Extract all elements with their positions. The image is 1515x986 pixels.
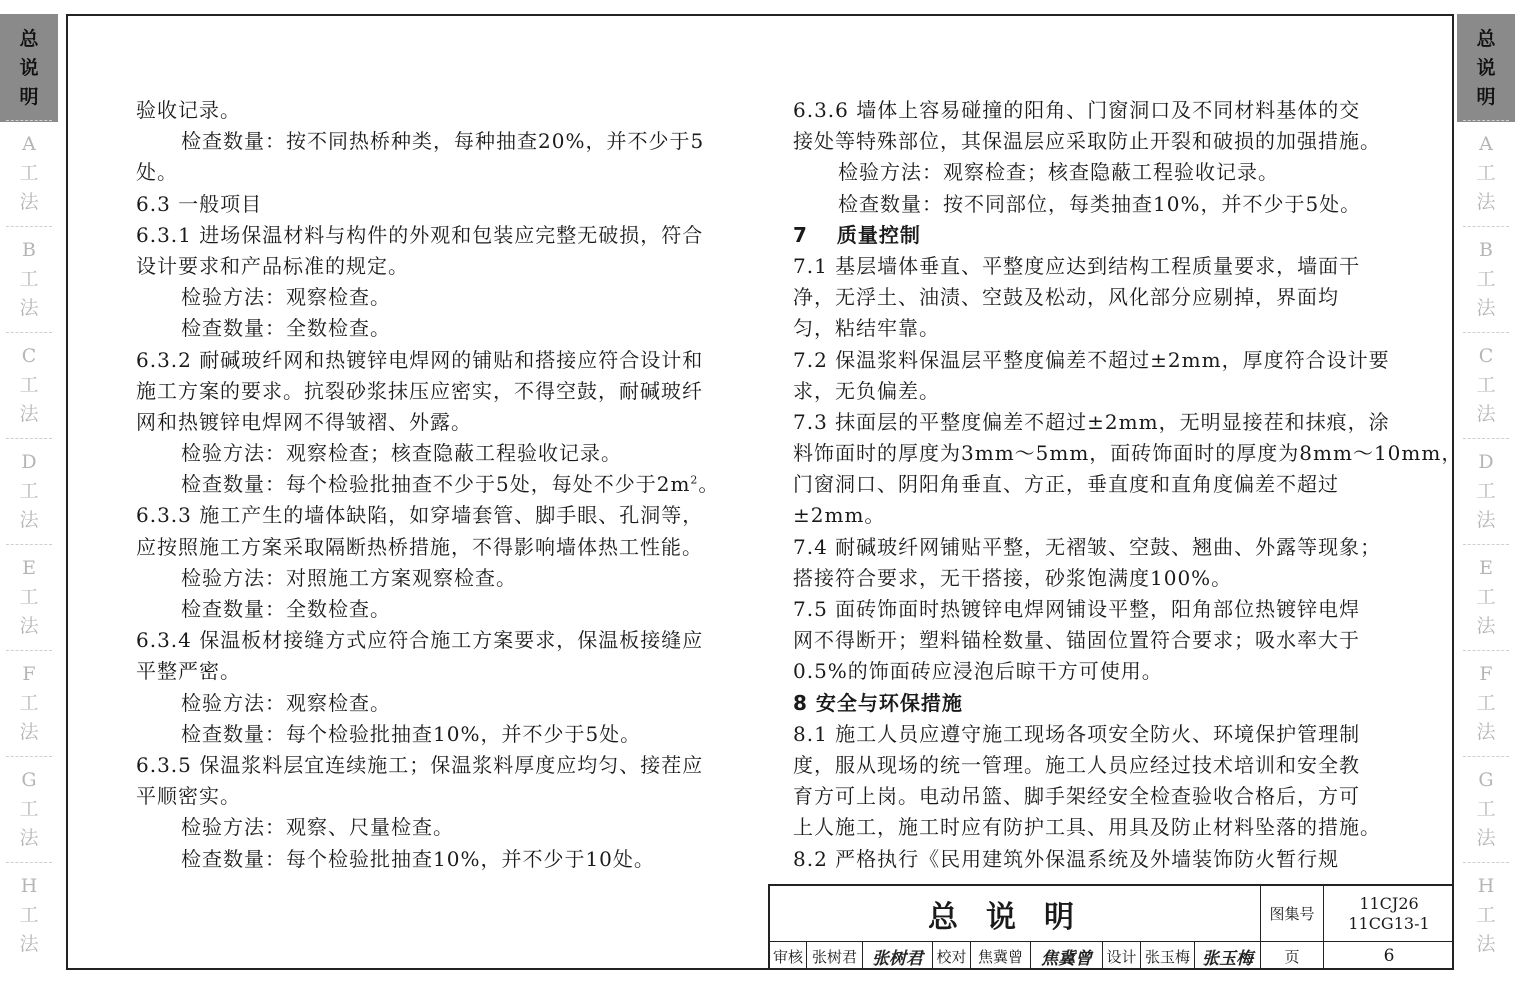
- text-line-content: 求，无负偏差。: [793, 378, 940, 403]
- superscript: 2: [690, 473, 699, 487]
- tab-char: 工: [1476, 903, 1496, 926]
- tab-char: 法: [19, 296, 39, 319]
- reviewer-signature: 张树君: [862, 941, 932, 970]
- tab-char: B: [1479, 238, 1493, 261]
- tab-divider: [6, 756, 52, 757]
- text-line-content: 8.2 严格执行《民用建筑外保温系统及外墙装饰防火暂行规: [793, 846, 1340, 871]
- tab-char: 法: [19, 932, 39, 955]
- tab-char: E: [1479, 556, 1493, 579]
- tab-char: 工: [19, 691, 39, 714]
- tab-char: 法: [19, 508, 39, 531]
- tab-divider: [1463, 544, 1509, 545]
- tab-char: F: [1479, 662, 1493, 685]
- check-label: 校对: [932, 941, 970, 970]
- tab-char: 工: [1476, 585, 1496, 608]
- text-line: [136, 376, 736, 407]
- text-line: [136, 625, 736, 656]
- atlas-number: [1323, 886, 1454, 941]
- tab-char: 说: [19, 56, 39, 79]
- right-tab-zong[interactable]: [1457, 14, 1515, 122]
- text-line-content: 应按照施工方案采取隔断热桥措施，不得影响墙体热工性能。: [136, 534, 703, 559]
- tab-divider: [1463, 650, 1509, 651]
- tab-char: 总: [19, 27, 39, 50]
- text-line: [136, 345, 736, 376]
- left-text-column: [136, 95, 736, 875]
- atlas-number-label: 图集号: [1260, 886, 1323, 941]
- text-line: [793, 469, 1393, 500]
- text-line-content: 检查数量：每个检验批抽查不少于5处，每处不少于2m: [181, 472, 691, 497]
- text-line-content: 育方可上岗。电动吊篮、脚手架经安全检查验收合格后，方可: [793, 784, 1360, 809]
- text-line: [136, 251, 736, 282]
- tab-char: E: [22, 556, 36, 579]
- review-label: 审核: [770, 941, 806, 970]
- tab-char: 法: [19, 614, 39, 637]
- tab-char: 工: [19, 373, 39, 396]
- text-line-content: 搭接符合要求，无干搭接，砂浆饱满度100%。: [793, 565, 1233, 590]
- left-tab-zong[interactable]: [0, 14, 58, 122]
- tab-char: 工: [1476, 373, 1496, 396]
- text-line: [136, 656, 736, 687]
- section-heading: [793, 688, 1393, 719]
- right-tab-b[interactable]: [1457, 226, 1515, 332]
- text-line: [793, 407, 1393, 438]
- text-line: [793, 157, 1393, 188]
- page-number: 6: [1323, 941, 1454, 970]
- text-line: [793, 95, 1393, 126]
- text-line-content: 处。: [136, 160, 178, 185]
- text-line: [793, 126, 1393, 157]
- tab-char: 工: [1476, 479, 1496, 502]
- atlas-number-2: 11CG13-1: [1348, 913, 1430, 933]
- section-heading: [793, 220, 1393, 251]
- tab-char: 法: [1476, 508, 1496, 531]
- tab-char: 工: [1476, 797, 1496, 820]
- right-tab-f[interactable]: [1457, 650, 1515, 756]
- tab-char: 工: [19, 267, 39, 290]
- text-line-content: 检查数量：全数检查。: [181, 316, 391, 341]
- right-text-column: [793, 95, 1463, 875]
- text-line: [136, 563, 736, 594]
- tab-char: G: [21, 768, 37, 791]
- tab-char: C: [21, 344, 37, 367]
- right-tab-a[interactable]: [1457, 120, 1515, 226]
- text-line-content: ±2mm。: [793, 503, 886, 528]
- text-line: [136, 126, 736, 157]
- text-line: [136, 407, 736, 438]
- text-line: [793, 844, 1393, 875]
- text-line: [793, 251, 1393, 282]
- text-line-content: 6.3.6 墙体上容易碰撞的阳角、门窗洞口及不同材料基体的交: [793, 98, 1361, 122]
- text-line-content: 6.3.4 保温板材接缝方式应符合施工方案要求，保温板接缝应: [136, 628, 704, 653]
- text-line: [793, 189, 1393, 220]
- text-line-content: 匀，粘结牢靠。: [793, 316, 940, 341]
- text-line: [136, 189, 736, 220]
- tab-char: 明: [1476, 85, 1496, 108]
- text-line: [793, 656, 1393, 687]
- text-line: [793, 313, 1393, 344]
- left-tab-d[interactable]: [0, 438, 58, 544]
- text-line: [136, 594, 736, 625]
- tab-char: G: [1478, 768, 1494, 791]
- left-tab-f[interactable]: [0, 650, 58, 756]
- tab-divider: [6, 332, 52, 333]
- tab-char: 工: [19, 161, 39, 184]
- text-line-content: 6.3 一般项目: [136, 191, 263, 216]
- text-line: [793, 625, 1393, 656]
- text-line-content: 7 质量控制: [793, 222, 921, 247]
- tab-divider: [1463, 120, 1509, 121]
- tab-divider: [1463, 862, 1509, 863]
- tab-char: F: [22, 662, 36, 685]
- left-tab-c[interactable]: [0, 332, 58, 438]
- text-line: [136, 750, 736, 781]
- left-side-tabs: [0, 14, 58, 968]
- text-line: [136, 95, 736, 126]
- text-line-content: 6.3.2 耐碱玻纤网和热镀锌电焊网的铺贴和搭接应符合设计和: [136, 347, 704, 372]
- text-line: [793, 282, 1393, 313]
- tab-char: 法: [1476, 614, 1496, 637]
- text-line-content: 门窗洞口、阴阳角垂直、方正，垂直度和直角度偏差不超过: [793, 472, 1339, 497]
- left-tab-e[interactable]: [0, 544, 58, 650]
- tab-divider: [6, 120, 52, 121]
- tab-divider: [1463, 756, 1509, 757]
- text-line-content: 料饰面时的厚度为3mm～5mm，面砖饰面时的厚度为8mm～10mm，: [793, 441, 1463, 466]
- text-line: [136, 438, 736, 469]
- tab-char: 工: [1476, 267, 1496, 290]
- text-line-content: 检查数量：全数检查。: [181, 597, 391, 621]
- text-line-content: 平顺密实。: [136, 784, 241, 809]
- reviewer-name: 张树君: [806, 941, 862, 970]
- tab-char: 法: [19, 190, 39, 213]
- tab-divider: [6, 650, 52, 651]
- text-line: [793, 532, 1393, 563]
- tab-char: 法: [1476, 720, 1496, 743]
- text-line: [136, 844, 736, 875]
- left-tab-g[interactable]: [0, 756, 58, 862]
- tab-divider: [1463, 226, 1509, 227]
- text-line-content: 检查数量：每个检验批抽查10%，并不少于10处。: [181, 846, 655, 871]
- text-line-content: 平整严密。: [136, 659, 241, 684]
- left-tab-a[interactable]: [0, 120, 58, 226]
- tab-char: 法: [19, 402, 39, 425]
- tab-char: A: [1479, 132, 1493, 155]
- text-line-content: 7.3 抹面层的平整度偏差不超过±2mm，无明显接茬和抹痕，涂: [793, 409, 1390, 434]
- tab-divider: [6, 438, 52, 439]
- tab-divider: [6, 544, 52, 545]
- tab-char: B: [22, 238, 36, 261]
- tab-char: D: [1478, 450, 1494, 473]
- tab-char: 法: [19, 826, 39, 849]
- text-line: [136, 781, 736, 812]
- tab-char: 工: [19, 903, 39, 926]
- tab-char: H: [1477, 874, 1495, 897]
- tab-char: 工: [19, 479, 39, 502]
- text-line: [793, 500, 1393, 531]
- design-label: 设计: [1102, 941, 1140, 970]
- text-line: [793, 563, 1393, 594]
- text-line-content: 检查数量：每个检验批抽查10%，并不少于5处。: [181, 721, 642, 746]
- text-line: [136, 500, 736, 531]
- title-block: [768, 884, 1454, 970]
- text-line: [793, 345, 1393, 376]
- text-line-content: 上人施工，施工时应有防护工具、用具及防止材料坠落的措施。: [793, 815, 1381, 840]
- left-tab-h[interactable]: [0, 862, 58, 968]
- text-line-content: 设计要求和产品标准的规定。: [136, 253, 409, 278]
- tab-char: 法: [1476, 190, 1496, 213]
- text-line-content: 6.3.1 进场保温材料与构件的外观和包装应完整无破损，符合: [136, 222, 704, 247]
- text-line-content: 净，无浮土、油渍、空鼓及松动，风化部分应剔掉，界面均: [793, 285, 1339, 310]
- text-line: [793, 594, 1393, 625]
- text-line: [136, 469, 736, 500]
- text-line-content: 检查数量：按不同热桥种类，每种抽查20%，并不少于5: [181, 129, 705, 154]
- right-tab-c[interactable]: [1457, 332, 1515, 438]
- text-line-content: 8.1 施工人员应遵守施工现场各项安全防火、环境保护管理制: [793, 721, 1361, 746]
- text-line-content: 施工方案的要求。抗裂砂浆抹压应密实，不得空鼓，耐碱玻纤: [136, 378, 703, 403]
- text-line: [136, 313, 736, 344]
- tab-divider: [6, 226, 52, 227]
- text-line-content: 6.3.5 保温浆料层宜连续施工；保温浆料厚度应均匀、接茬应: [136, 752, 704, 777]
- text-line-content: 检查数量：按不同部位，每类抽查10%，并不少于5处。: [838, 191, 1362, 216]
- text-line-content: 检验方法：观察、尺量检查。: [181, 815, 454, 840]
- tab-char: 说: [1476, 56, 1496, 79]
- left-tab-b[interactable]: [0, 226, 58, 332]
- text-line-content: 网不得断开；塑料锚栓数量、锚固位置符合要求；吸水率大于: [793, 628, 1360, 653]
- right-tab-e[interactable]: [1457, 544, 1515, 650]
- checker-signature: 焦冀曾: [1030, 941, 1102, 970]
- right-tab-d[interactable]: [1457, 438, 1515, 544]
- page-label: 页: [1260, 941, 1323, 970]
- text-line-content: 检验方法：对照施工方案观察检查。: [181, 565, 517, 590]
- tab-char: 工: [19, 585, 39, 608]
- tab-char: D: [21, 450, 37, 473]
- text-line-content: 验收记录。: [136, 98, 241, 122]
- tab-char: 工: [1476, 691, 1496, 714]
- tab-char: C: [1478, 344, 1494, 367]
- text-line-content: 8 安全与环保措施: [793, 690, 963, 715]
- tab-char: 总: [1476, 27, 1496, 50]
- tab-char: 法: [1476, 826, 1496, 849]
- tab-char: 法: [19, 720, 39, 743]
- text-line: [793, 376, 1393, 407]
- text-line: [793, 750, 1393, 781]
- right-tab-h[interactable]: [1457, 862, 1515, 968]
- text-line-content: 检验方法：观察检查。: [181, 690, 391, 715]
- checker-name: 焦冀曾: [970, 941, 1030, 970]
- right-tab-g[interactable]: [1457, 756, 1515, 862]
- drawing-title: 总说明: [928, 899, 1102, 935]
- text-line-content: 接处等特殊部位，其保温层应采取防止开裂和破损的加强措施。: [793, 129, 1381, 154]
- text-line: [136, 220, 736, 251]
- tab-divider: [1463, 438, 1509, 439]
- tab-char: 工: [1476, 161, 1496, 184]
- text-line: [793, 812, 1393, 843]
- text-line: [136, 282, 736, 313]
- tab-char: 工: [19, 797, 39, 820]
- text-line-content: 网和热镀锌电焊网不得皱褶、外露。: [136, 409, 472, 434]
- atlas-number-1: 11CJ26: [1359, 893, 1419, 913]
- text-line: [793, 719, 1393, 750]
- right-side-tabs: [1457, 14, 1515, 968]
- text-line: [136, 719, 736, 750]
- text-line-content: 检验方法：观察检查；核查隐蔽工程验收记录。: [181, 441, 622, 466]
- text-line-content: 6.3.3 施工产生的墙体缺陷，如穿墙套管、脚手眼、孔洞等，: [136, 503, 704, 528]
- text-line-content: 7.1 基层墙体垂直、平整度应达到结构工程质量要求，墙面干: [793, 253, 1361, 278]
- designer-name: 张玉梅: [1140, 941, 1194, 970]
- text-line: [793, 781, 1393, 812]
- tab-char: 明: [19, 85, 39, 108]
- text-line-content: 检验方法：观察检查。: [181, 285, 391, 310]
- tab-char: A: [22, 132, 36, 155]
- text-line: [136, 812, 736, 843]
- tab-char: H: [20, 874, 38, 897]
- text-line-content: 7.5 面砖饰面时热镀锌电焊网铺设平整，阳角部位热镀锌电焊: [793, 597, 1361, 621]
- text-line: [793, 438, 1463, 469]
- text-line-content: 检验方法：观察检查；核查隐蔽工程验收记录。: [838, 160, 1279, 185]
- text-line: [136, 532, 736, 563]
- text-line: [136, 688, 736, 719]
- designer-signature: 张玉梅: [1194, 941, 1260, 970]
- text-line-suffix: 。: [698, 472, 720, 497]
- tab-char: 法: [1476, 296, 1496, 319]
- tab-char: 法: [1476, 932, 1496, 955]
- tab-divider: [1463, 332, 1509, 333]
- text-line-content: 度，服从现场的统一管理。施工人员应经过技术培训和安全教: [793, 752, 1360, 777]
- text-line-content: 7.4 耐碱玻纤网铺贴平整，无褶皱、空鼓、翘曲、外露等现象；: [793, 534, 1382, 559]
- tab-char: 法: [1476, 402, 1496, 425]
- text-line: [136, 157, 736, 188]
- text-line-content: 0.5%的饰面砖应浸泡后晾干方可使用。: [793, 659, 1163, 684]
- text-line-content: 7.2 保温浆料保温层平整度偏差不超过±2mm，厚度符合设计要: [793, 347, 1390, 372]
- tab-divider: [6, 862, 52, 863]
